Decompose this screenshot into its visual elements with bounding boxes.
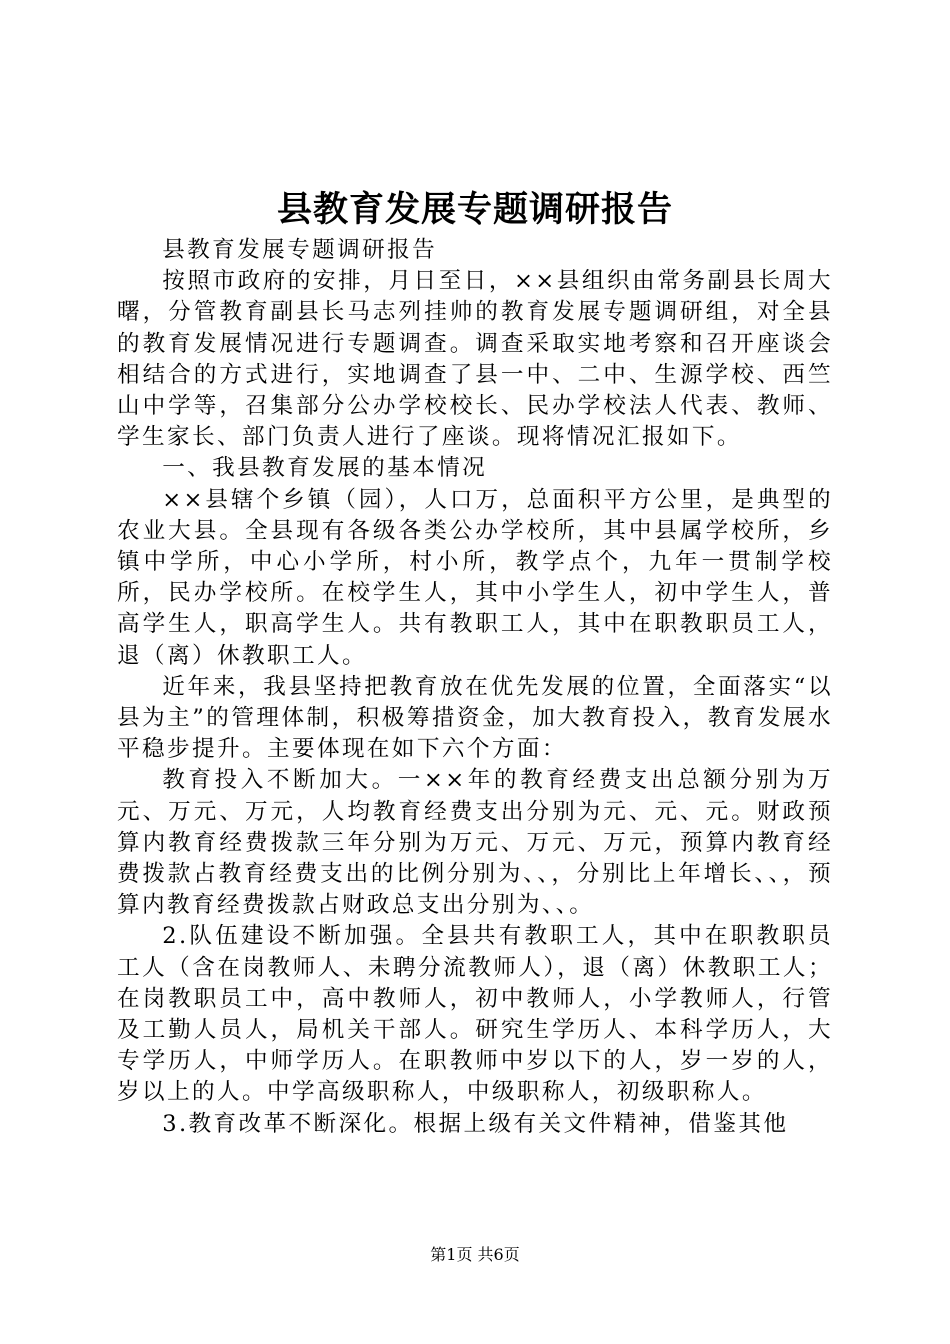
- body-paragraph: 县教育发展专题调研报告: [162, 237, 438, 263]
- page-footer: 第1页 共6页: [430, 1245, 520, 1264]
- body-paragraph: 2.队伍建设不断加强。全县共有教职工人，其中在职教职员工人（含在岗教师人、未聘分流教师人），退（离）休教职工人；在岗教职员工中，高中教师人，初中教师人，小学教师人，行管及工勤人员人，局机关干部人。研究生学历人、本科学历人，大专学历人，中师学历人。在职教师中岁以下的人，岁一岁的人，岁以上的人。中学高级职称人，中级职称人，初级职称人。: [117, 923, 833, 1106]
- body-paragraph: ××县辖个乡镇（园），人口万，总面积平方公里，是典型的农业大县。全县现有各级各类公办学校所，其中县属学校所，乡镇中学所，中心小学所，村小所，教学点个，九年一贯制学校所，民办学校所。在校学生人，其中小学生人，初中学生人，普高学生人，职高学生人。共有教职工人，其中在职教职员工人，退（离）休教职工人。: [117, 486, 833, 669]
- section-heading: 一、我县教育发展的基本情况: [162, 455, 488, 482]
- body-paragraph: 近年来，我县坚持把教育放在优先发展的位置，全面落实“以县为主”的管理体制，积极筹措资金，加大教育投入，教育发展水平稳步提升。主要体现在如下六个方面：: [117, 673, 833, 763]
- document-body: [117, 235, 833, 1140]
- document-title: 县教育发展专题调研报告: [276, 189, 673, 230]
- body-paragraph: 3.教育改革不断深化。根据上级有关文件精神，借鉴其他: [162, 1110, 789, 1137]
- body-paragraph: 教育投入不断加大。一××年的教育经费支出总额分别为万元、万元、万元，人均教育经费支出分别为元、元、元。财政预算内教育经费拨款三年分别为万元、万元、万元，预算内教育经费拨款占教育经费支出的比例分别为、、，分别比上年增长、、，预算内教育经费拨款占财政总支出分别为、、。: [117, 767, 833, 919]
- body-paragraph: 按照市政府的安排，月日至日，××县组织由常务副县长周大曙，分管教育副县长马志列挂帅的教育发展专题调研组，对全县的教育发展情况进行专题调查。调查采取实地考察和召开座谈会相结合的方式进行，实地调查了县一中、二中、生源学校、西竺山中学等，召集部分公办学校校长、民办学校法人代表、教师、学生家长、部门负责人进行了座谈。现将情况汇报如下。: [117, 268, 833, 451]
